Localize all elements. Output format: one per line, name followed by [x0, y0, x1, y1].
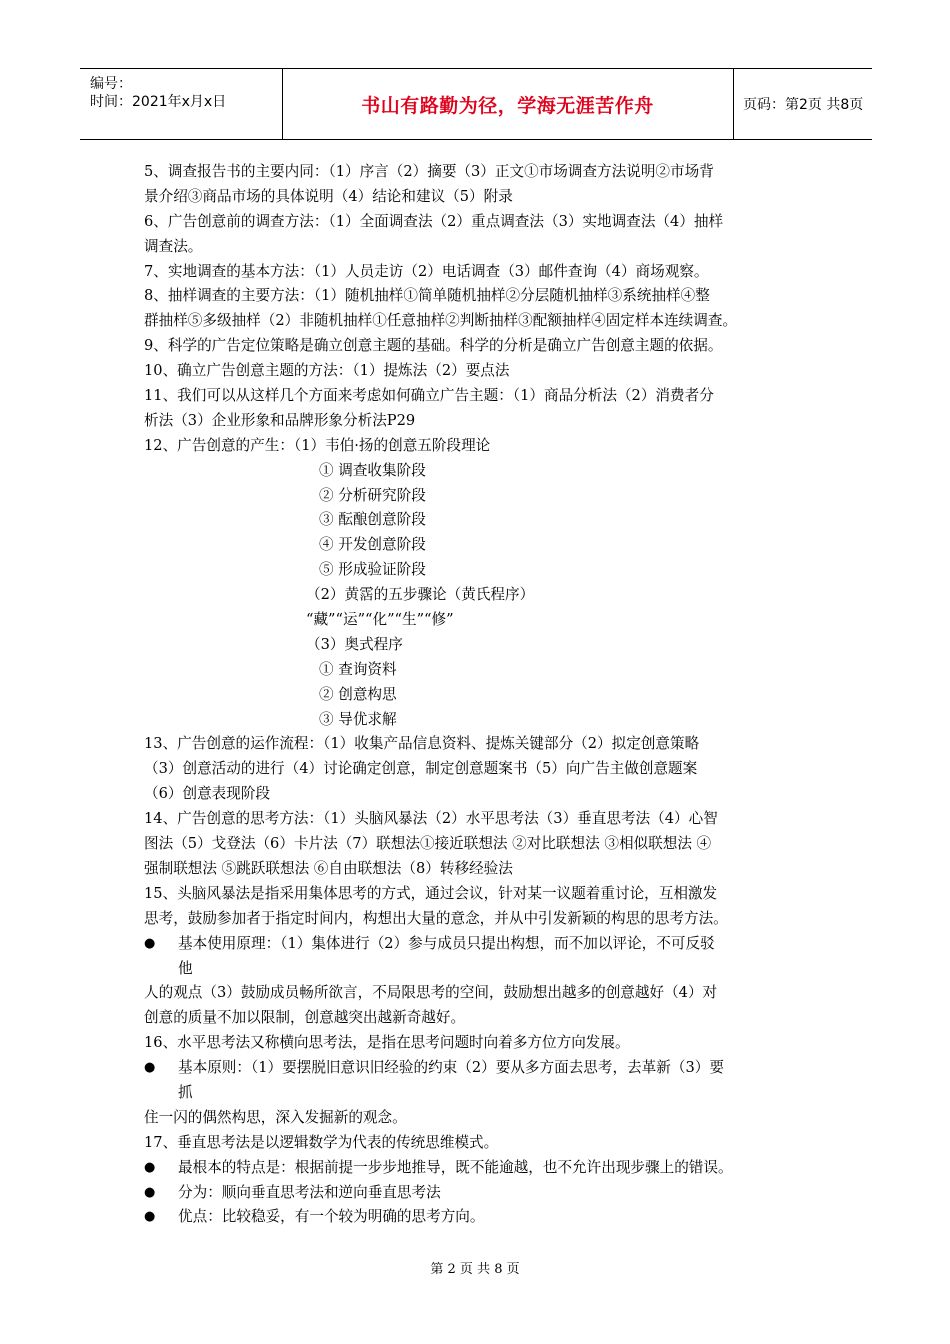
text-line: 强制联想法 ⑤跳跃联想法 ⑥自由联想法（8）转移经验法 — [144, 859, 513, 877]
text-line: 13、广告创意的运作流程：（1）收集产品信息资料、提炼关键部分（2）拟定创意策略 — [144, 735, 700, 753]
document-number-label: 编号： — [90, 76, 132, 92]
text-line: 思考，鼓励参加者于指定时间内，构想出大量的意念，并从中引发新颖的构思的思考方法。 — [144, 909, 728, 927]
list-item: ② 分析研究阶段 — [319, 486, 426, 504]
text-line: 人的观点（3）鼓励成员畅所欲言，不局限思考的空间，鼓励想出越多的创意越好（4）对 — [144, 984, 718, 1002]
text-line: 11、我们可以从这样几个方面来考虑如何确立广告主题：（1）商品分析法（2）消费者分 — [144, 387, 714, 405]
bullet-icon: ● — [144, 1159, 156, 1175]
text-line: （6）创意表现阶段 — [144, 785, 271, 803]
list-item: ① 调查收集阶段 — [319, 461, 426, 479]
bullet-item — [144, 1056, 818, 1081]
bullet-text: 优点：比较稳妥，有一个较为明确的思考方向。 — [178, 1208, 485, 1226]
bullet-icon: ● — [144, 1060, 156, 1076]
bullet-item — [144, 1181, 818, 1206]
text-line: 住一闪的偶然构思，深入发掘新的观念。 — [144, 1108, 407, 1126]
bullet-text: 基本原则：（1）要摆脱旧意识旧经验的约束（2）要从多方面去思考，去革新（3）要 — [178, 1059, 724, 1077]
text-line: 群抽样⑤多级抽样（2）非随机抽样①任意抽样②判断抽样③配额抽样④固定样本连续调查。 — [144, 312, 738, 330]
list-item: ③ 酝酿创意阶段 — [319, 511, 426, 529]
list-item: ⑤ 形成验证阶段 — [319, 561, 426, 579]
page-header — [80, 68, 872, 140]
text-line: 7、实地调查的基本方法：（1）人员走访（2）电话调查（3）邮件查询（4）商场观察。 — [144, 262, 709, 280]
list-item: “藏”“运”“化”“生”“修” — [306, 611, 454, 629]
bullet-icon: ● — [144, 1184, 156, 1200]
text-line: 抓 — [178, 1083, 193, 1101]
text-line: 景介绍③商品市场的具体说明（4）结论和建议（5）附录 — [144, 187, 513, 205]
page-footer: 第 2 页 共 8 页 — [430, 1262, 520, 1277]
text-line: 他 — [178, 959, 193, 977]
list-item: ① 查询资料 — [319, 660, 397, 678]
bullet-text: 基本使用原理：（1）集体进行（2）参与成员只提出构想，而不加以评论，不可反驳 — [178, 934, 715, 952]
list-item: ③ 导优求解 — [319, 710, 397, 728]
list-item: ② 创意构思 — [319, 685, 397, 703]
bullet-text: 最根本的特点是：根据前提一步步地推导，既不能逾越，也不允许出现步骤上的错误。 — [178, 1158, 733, 1176]
document-body — [144, 160, 818, 1230]
text-line: 5、调查报告书的主要内同：（1）序言（2）摘要（3）正文①市场调查方法说明②市场背 — [144, 163, 714, 180]
list-item: （3）奥式程序 — [306, 635, 403, 653]
bullet-text: 分为：顺向垂直思考法和逆向垂直思考法 — [178, 1183, 441, 1201]
header-motto-cell — [282, 69, 734, 139]
text-line: 调查法。 — [144, 237, 203, 255]
text-line: 8、抽样调查的主要方法：（1）随机抽样①简单随机抽样②分层随机抽样③系统抽样④整 — [144, 287, 710, 305]
bullet-item — [144, 932, 818, 957]
text-line: 14、广告创意的思考方法：（1）头脑风暴法（2）水平思考法（3）垂直思考法（4）心智 — [144, 810, 718, 828]
text-line: 创意的质量不加以限制，创意越突出越新奇越好。 — [144, 1009, 466, 1027]
list-item: （2）黄霑的五步骤论（黄氏程序） — [306, 586, 535, 604]
text-line: 17、垂直思考法是以逻辑数学为代表的传统思维模式。 — [144, 1133, 499, 1151]
text-line: 15、头脑风暴法是指采用集体思考的方式，通过会议，针对某一议题着重讨论，互相激发 — [144, 884, 718, 902]
text-line: 10、确立广告创意主题的方法：（1）提炼法（2）要点法 — [144, 362, 510, 380]
bullet-item — [144, 1156, 818, 1181]
text-line: 6、广告创意前的调查方法：（1）全面调查法（2）重点调查法（3）实地调查法（4）抽样 — [144, 212, 724, 230]
header-page-cell — [733, 69, 872, 139]
list-item: ④ 开发创意阶段 — [319, 536, 426, 554]
document-date-label: 时间：2021年x月x日 — [90, 94, 227, 110]
text-line: （3）创意活动的进行（4）讨论确定创意，制定创意题案书（5）向广告主做创意题案 — [144, 760, 698, 778]
text-line: 析法（3）企业形象和品牌形象分析法P29 — [144, 411, 416, 429]
page-info: 页码：第2页 共8页 — [743, 97, 864, 113]
motto-text: 书山有路勤为径，学海无涯苦作舟 — [361, 94, 654, 117]
header-meta-cell — [80, 69, 283, 139]
bullet-icon: ● — [144, 1209, 156, 1225]
text-line: 9、科学的广告定位策略是确立创意主题的基础。科学的分析是确立广告创意主题的依据。 — [144, 337, 723, 355]
bullet-icon: ● — [144, 935, 156, 951]
text-line: 12、广告创意的产生：（1）韦伯·扬的创意五阶段理论 — [144, 436, 491, 454]
bullet-item — [144, 1205, 818, 1230]
text-line: 16、水平思考法又称横向思考法，是指在思考问题时向着多方位方向发展。 — [144, 1034, 630, 1052]
text-line: 图法（5）戈登法（6）卡片法（7）联想法①接近联想法 ②对比联想法 ③相似联想法 ④ — [144, 835, 712, 853]
